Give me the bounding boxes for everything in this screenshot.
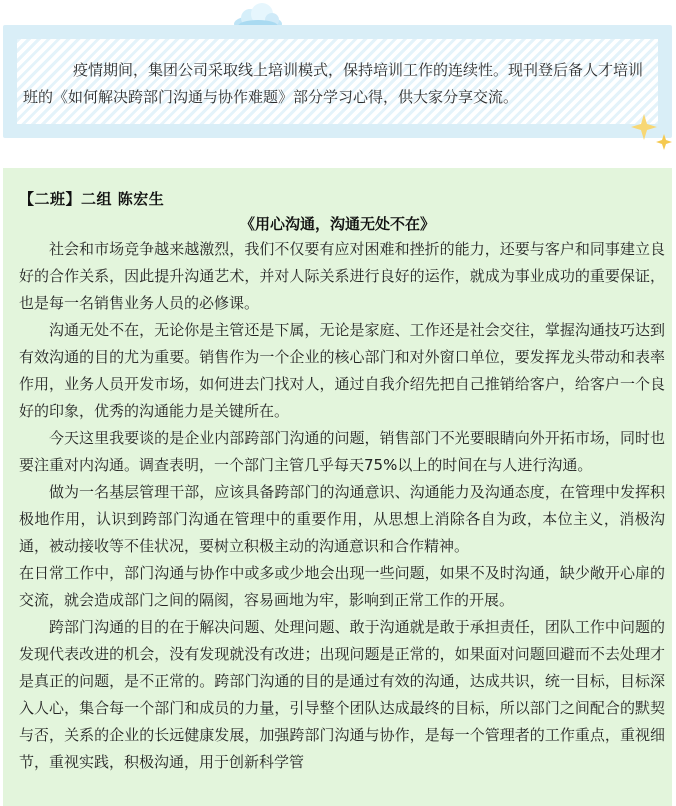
sparkle-icon xyxy=(630,112,674,152)
paragraph: 做为一名基层管理干部，应该具备跨部门的沟通意识、沟通能力及沟通态度，在管理中发挥积极地作用，认识到跨部门沟通在管理中的重要作用，从思想上消除各自为政，本位主义，消极沟通，被动接收等不佳状况，要树立积极主动的沟通意识和合作精神。 xyxy=(19,483,665,555)
paragraph: 沟通无处不在，无论你是主管还是下属，无论是家庭、工作还是社会交往，掌握沟通技巧达到有效沟通的目的尤为重要。销售作为一个企业的核心部门和对外窗口单位，要发挥龙头带动和表率作用，业务人员开发市场，如何进去门找对人，通过自我介绍先把自己推销给客户，给客户一个良好的印象，优秀的沟通能力是关键所在。 xyxy=(19,321,665,420)
intro-panel xyxy=(17,39,658,124)
paragraph: 社会和市场竞争越来越激烈，我们不仅要有应对困难和挫折的能力，还要与客户和同事建立良好的合作关系，因此提升沟通艺术，并对人际关系进行良好的运作，就成为事业成功的重要保证，也是每一名销售业务人员的必修课。 xyxy=(19,240,665,312)
article-panel xyxy=(3,168,672,806)
paragraph: 跨部门沟通的目的在于解决问题、处理问题、敢于沟通就是敢于承担责任，团队工作中问题的发现代表改进的机会，没有发现就没有改进；出现问题是正常的，如果面对问题回避而不去处理才是真正的问题，是不正常的。跨部门沟通的目的是通过有效的沟通，达成共识，统一目标，目标深入人心，集合每一个部门和成员的力量，引导整个团队达成最终的目标，所以部门之间配合的默契与否，关系的企业的长远健康发展，加强跨部门沟通与协作，是每一个管理者的工作重点，重视细节，重视实践，积极沟通，用于创新科学管 xyxy=(19,618,665,771)
paragraph: 在日常工作中，部门沟通与协作中或多或少地会出现一些问题，如果不及时沟通，缺少敞开心扉的交流，就会造成部门之间的隔阂，容易画地为牢，影响到正常工作的开展。 xyxy=(19,564,665,609)
article-body xyxy=(19,236,665,776)
intro-text: 疫情期间，集团公司采取线上培训模式，保持培训工作的连续性。现刊登后备人才培训班的《如何解决跨部门沟通与协作难题》部分学习心得，供大家分享交流。 xyxy=(23,61,644,106)
intro-frame xyxy=(3,25,672,138)
paragraph: 今天这里我要谈的是企业内部跨部门沟通的问题，销售部门不光要眼睛向外开拓市场，同时也要注重对内沟通。调查表明，一个部门主管几乎每天75%以上的时间在与人进行沟通。 xyxy=(19,429,665,474)
article-title: 《用心沟通，沟通无处不在》 xyxy=(239,215,435,233)
article-author: 【二班】二组 陈宏生 xyxy=(19,190,165,208)
